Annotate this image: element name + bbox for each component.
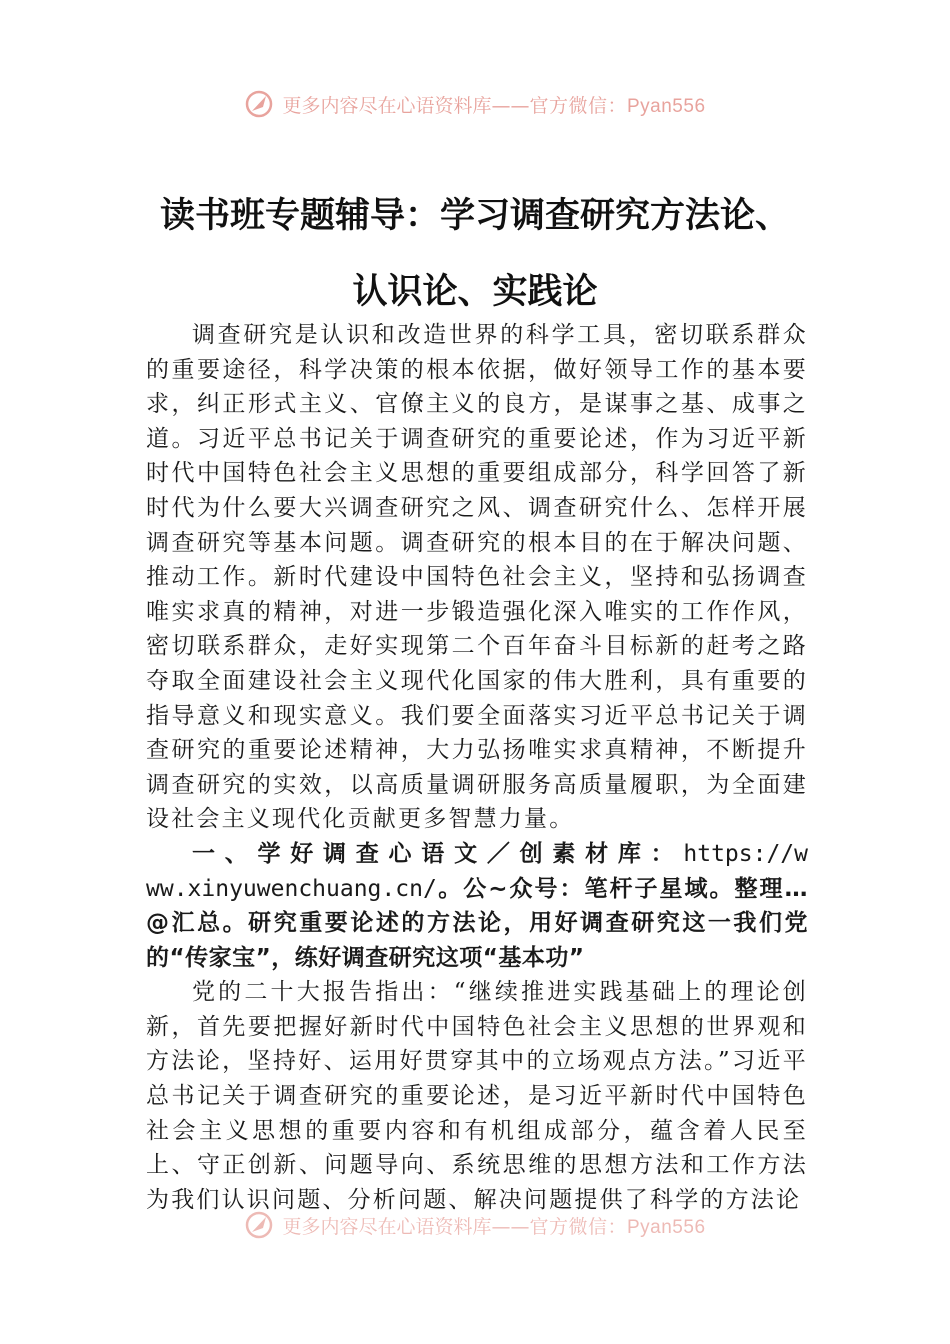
quill-logo-icon [244, 1210, 274, 1240]
watermark-text: 更多内容尽在心语资料库—— [282, 1215, 530, 1238]
watermark-banner-top [0, 84, 950, 124]
intro-paragraph: 调查研究是认识和改造世界的科学工具，密切联系群众的重要途径，科学决策的根本依据，做好领导工作的基本要求，纠正形式主义、官僚主义的良方，是谋事之基、成事之道。习近平总书记关于调查研究的重要论述，作为习近平新时代中国特色社会主义思想的重要组成部分，科学回答了新时代为什么要大兴调查研究之风、调查研究什么、怎样开展调查研究等基本问题。调查研究的根本目的在于解决问题、推动工作。新时代建设中国特色社会主义，坚持和弘扬调查唯实求真的精神，对进一步锻造强化深入唯实的工作作风，密切联系群众，走好实现第二个百年奋斗目标新的赶考之路夺取全面建设社会主义现代化国家的伟大胜利，具有重要的指导意义和现实意义。我们要全面落实习近平总书记关于调查研究的重要论述精神，大力弘扬唯实求真精神，不断提升调查研究的实效，以高质量调研服务高质量履职，为全面建设社会主义现代化贡献更多智慧力量。 [146, 322, 808, 833]
watermark-banner-bottom [0, 1205, 950, 1245]
title-line-2: 认识论、实践论 [352, 271, 598, 312]
watermark-wechat: 官方微信：Pyan556 [529, 95, 706, 117]
section-heading [146, 837, 808, 975]
section-heading-tail: 。公~众号：笔杆子星域。整理…@汇总。研究重要论述的方法论，用好调查研究这一我们党的“传家宝”，练好调查研究这项“基本功” [146, 875, 808, 971]
watermark-wechat: 官方微信：Pyan556 [529, 1216, 706, 1238]
section-heading-url: https://www.xinyuwenchuang.cn/ [146, 840, 808, 902]
section-heading-lead: 一、学好调查心语文／创素材库： [192, 840, 684, 867]
watermark-text: 更多内容尽在心语资料库—— [282, 94, 530, 117]
title-line-1: 读书班专题辅导：学习调查研究方法论、 [159, 195, 790, 236]
section-paragraph: 党的二十大报告指出：“继续推进实践基础上的理论创新，首先要把握好新时代中国特色社会主义思想的世界观和方法论，坚持好、运用好贯穿其中的立场观点方法。”习近平总书记关于调查研究的重要论述，是习近平新时代中国特色社会主义思想的重要内容和有机组成部分，蕴含着人民至上、守正创新、问题导向、系统思维的思想方法和工作方法为我们认识问题、分析问题、解决问题提供了科学的方法论 [146, 979, 808, 1213]
document-body [146, 318, 808, 1217]
document-title [120, 178, 830, 330]
quill-logo-icon [244, 89, 274, 119]
